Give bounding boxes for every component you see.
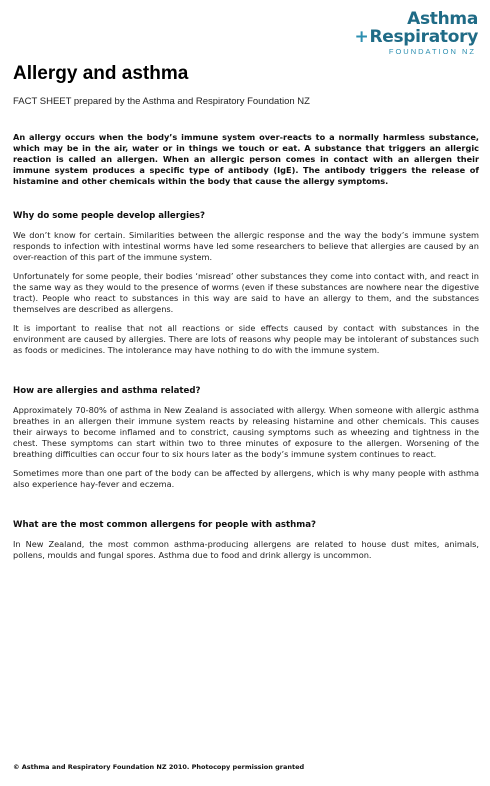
section-paragraph: Approximately 70-80% of asthma in New Zealand is associated with allergy. When someone with allergic asthma breathes in an allergen their immune system reacts by releasing histamine and other chemicals. This causes their airways to become inflamed and to constrict, causing symptoms such as wheezing and tightness in the chest. These symptoms can start within two to three minutes of exposure to the allergen. Worsening of the breathing difficulties can occur four to six hours later as the body’s immune system continues to react.	[13, 405, 479, 459]
copyright-footer: © Asthma and Respiratory Foundation NZ 2010. Photocopy permission granted	[13, 763, 305, 771]
logo-text-respiratory-word: Respiratory	[369, 27, 478, 47]
document-title: Allergy and asthma	[13, 63, 189, 84]
section-heading-why-allergies: Why do some people develop allergies?	[13, 211, 206, 221]
section-heading-allergies-asthma-related: How are allergies and asthma related?	[13, 386, 201, 396]
section-paragraph: Unfortunately for some people, their bodies ‘misread’ other substances they come into contact with, and react in the same way as they would to the presence of worms (even if these substances are nowhere near the digestive tract). People who react to substances in this way are said to have an allergy to them, and the substances themselves are described as allergens.	[13, 271, 479, 314]
section-paragraph: In New Zealand, the most common asthma-producing allergens are related to house dust mites, animals, pollens, moulds and fungal spores. Asthma due to food and drink allergy is uncommon.	[13, 539, 479, 560]
document-subtitle: FACT SHEET prepared by the Asthma and Respiratory Foundation NZ	[13, 96, 310, 107]
logo-text-asthma: Asthma	[407, 9, 478, 29]
logo-plus-sign: +	[354, 27, 369, 47]
foundation-logo	[348, 10, 478, 58]
intro-paragraph: An allergy occurs when the body’s immune system over-reacts to a normally harmless substance, which may be in the air, water or in things we touch or eat. A substance that triggers an allergic reaction is called an allergen. When an allergic person comes in contact with an allergen their immune system produces a specific type of antibody (IgE). The antibody triggers the release of histamine and other chemicals within the body that cause the allergy symptoms.	[13, 132, 479, 186]
logo-text-foundation: FOUNDATION NZ	[388, 47, 476, 56]
section-paragraph: Sometimes more than one part of the body can be affected by allergens, which is why many people with asthma also experience hay-fever and eczema.	[13, 468, 479, 489]
section-heading-common-allergens: What are the most common allergens for people with asthma?	[13, 520, 317, 530]
section-paragraph: It is important to realise that not all reactions or side effects caused by contact with substances in the environment are caused by allergies. There are lots of reasons why people may be intolerant of substances such as foods or medicines. The intolerance may have nothing to do with the immune system.	[13, 323, 479, 355]
document-body	[13, 132, 479, 561]
section-paragraph: We don’t know for certain. Similarities between the allergic response and the way the body’s immune system responds to infection with intestinal worms have led some researchers to believe that allergies are caused by an over-reaction of this part of the immune system.	[13, 230, 479, 262]
logo-text-respiratory	[348, 28, 478, 46]
